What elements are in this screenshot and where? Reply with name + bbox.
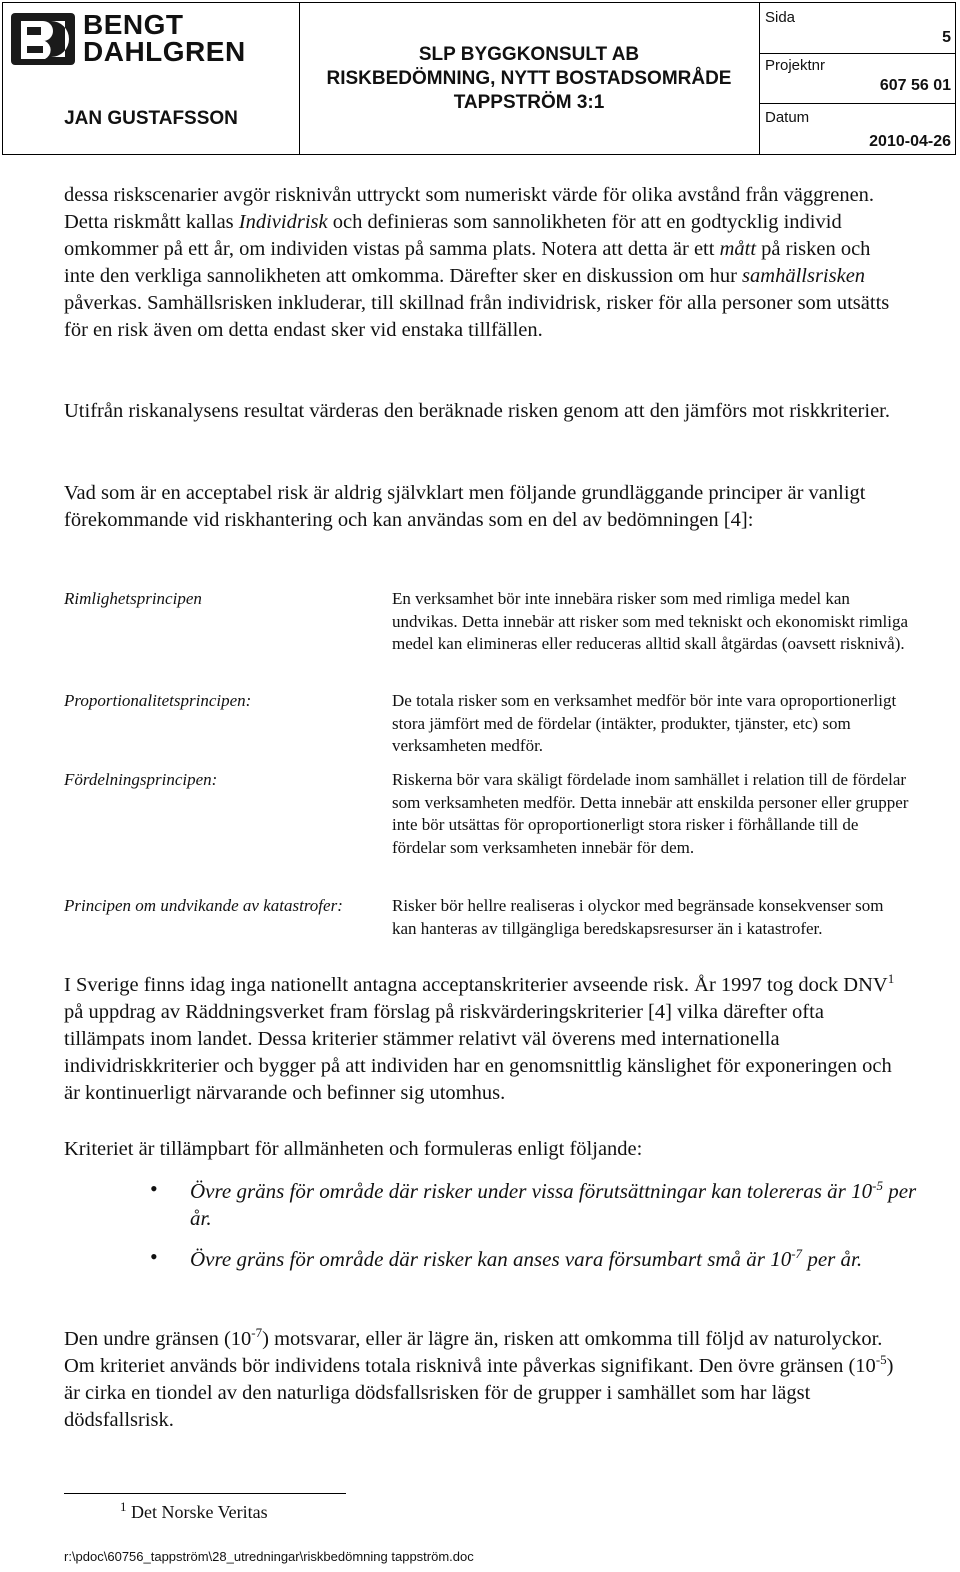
principle-name: Fördelningsprincipen: [64,770,218,789]
principle-desc: De totala risker som en verksamhet medför bör inte vara oproportionerligt stora jämfört med de fördelar (intäkter, produkter, tjänster, etc) som verksamheten medför. [392,691,897,755]
logo-cell [3,3,300,154]
principle-name: Principen om undvikande av katastrofer: [64,896,343,915]
bullet-upper-limit [190,1178,920,1232]
bullet-lower-limit [190,1246,920,1273]
p3-text: Vad som är en acceptabel risk är aldrig självklart men följande grundläggande principer är vanligt förekommande vid riskhantering och kan användas som en del av bedömningen [4]: [64,482,866,531]
client-name: SLP BYGGKONSULT AB [418,44,640,65]
bullet-dot-icon: • [150,1176,158,1201]
bullet1-exponent: -5 [872,1178,883,1193]
author-name: JAN GUSTAFSSON [64,108,238,129]
page-number: 5 [942,29,951,46]
p1-text-a: dessa riskscenarier avgör risknivån uttryckt som numeriskt värde för olika avstånd från väggrenen. Detta riskmått kallas [64,184,875,233]
p6-text-c: ) är cirka en tiondel av den naturliga dödsfallsrisken för de grupper i samhället som har lägst dödsfallsrisk. [64,1355,894,1431]
meta-cell [759,3,955,154]
page-row [759,3,955,54]
footnote-ref[interactable]: 1 [887,971,895,987]
bullet2-text-b: per år. [802,1247,863,1271]
date-label: Datum [765,109,810,126]
p2-text: Utifrån riskanalysens resultat värderas den beräknade risken genom att den jämförs mot riskkriterier. [64,400,890,422]
project-number: 607 56 01 [879,77,951,94]
p4-text-b: på uppdrag av Räddningsverket fram förslag på riskvärderingskriterier [4] vilka därefter ofta tillämpats inom landet. Dessa kriterier stämmer relativt väl överens med internationella individriskkriterier och bygger på att individen har en genomsnittlig känslighet för exponeringen och är kontinuerligt närvarande och befinner sig utomhus. [64,1001,892,1104]
bullet2-text-a: Övre gräns för område där risker kan anses vara försumbart små är 10 [190,1247,792,1271]
p4-text-a: I Sverige finns idag inga nationellt antagna acceptanskriterier avseende risk. År 1997 tog dock DNV [64,974,888,996]
bullet2-exponent: -7 [791,1246,803,1261]
paragraph-limits-explanation [64,1326,900,1434]
principle-desc: Riskerna bör vara skäligt fördelade inom samhället i relation till de fördelar som verksamheten medför. Detta innebär att enskilda personer eller grupper inte bör utsättas för oproportionerligt stora risker i förhållande till de fördelar som verksamheten innebär för dem. [392,770,909,857]
p1-text-c: och definieras som sannolikheten för att en godtycklig individ omkommer på ett år, om individen vistas på samma plats. Notera att detta är ett [64,211,842,260]
footnote-text: Det Norske Veritas [126,1502,268,1522]
p1-term-samhallsrisken: samhällsrisken [742,265,866,287]
p1-term-individrisk: Individrisk [238,211,328,233]
p5-text: Kriteriet är tillämpbart för allmänheten och formuleras enligt följande: [64,1138,643,1160]
p6-text-a: Den undre gränsen (10 [64,1328,252,1350]
file-path: r:\pdoc\60756_tappström\28_utredningar\riskbedömning tappström.doc [64,1549,474,1564]
principle-name: Rimlighetsprincipen [64,589,202,608]
logo-line1: BENGT [83,9,184,40]
bullet-dot-icon: • [150,1244,158,1269]
report-location: TAPPSTRÖM 3:1 [453,92,605,113]
company-logo-icon [11,13,75,65]
paragraph-principles-intro [64,480,900,534]
footnote [120,1499,268,1523]
principle-name: Proportionalitetsprincipen: [64,691,252,710]
paragraph-swedish-criteria [64,972,900,1107]
footnote-divider [64,1493,346,1494]
project-label: Projektnr [765,57,826,74]
footnote-number: 1 [120,1499,127,1514]
page-label: Sida [765,9,796,26]
p6-exponent-2: -5 [875,1352,887,1368]
date-value: 2010-04-26 [869,133,951,150]
paragraph-individual-risk [64,182,900,344]
document-header [2,2,956,155]
bullet1-text-b: per år. [190,1179,917,1230]
principle-desc: En verksamhet bör inte innebära risker som med rimliga medel kan undvikas. Detta innebär att risker som med tekniskt och ekonomiskt rimliga medel kan elimineras eller reduceras alltid skall åtgärdas (oavsett risknivå). [392,589,909,653]
p6-text-b: ) motsvarar, eller är lägre än, risken att omkomma till följd av naturolyckor. Om kriteriet används bör individens totala risknivå inte påverkas signifikant. Den övre gränsen (10 [64,1328,883,1377]
project-row [759,53,955,104]
p6-exponent-1: -7 [251,1325,263,1341]
p1-text-e: på risken och inte den verkliga sannolikheten att omkomma. Därefter sker en diskussion om hur [64,238,871,287]
paragraph-risk-evaluation [64,398,900,425]
principle-desc: Risker bör hellre realiseras i olyckor med begränsade konsekvenser som kan hanteras av tillgängliga beredskapsresurser än i katastrofer. [392,896,884,938]
report-title: RISKBEDÖMNING, NYTT BOSTADSOMRÅDE [326,68,732,89]
paragraph-criteria-intro [64,1136,900,1163]
company-logo-text [83,11,246,65]
p1-text-g: påverkas. Samhällsrisken inkluderar, till skillnad från individrisk, risker för alla personer som utsätts för en risk även om detta endast sker vid enstaka tillfällen. [64,292,890,341]
logo-line2: DAHLGREN [83,36,246,67]
p1-term-matt: mått [719,238,757,260]
date-row [759,103,955,154]
principles-list [64,588,924,968]
bullet1-text-a: Övre gräns för område där risker under vissa förutsättningar kan tolereras är 10 [190,1179,873,1203]
title-cell [299,3,760,154]
